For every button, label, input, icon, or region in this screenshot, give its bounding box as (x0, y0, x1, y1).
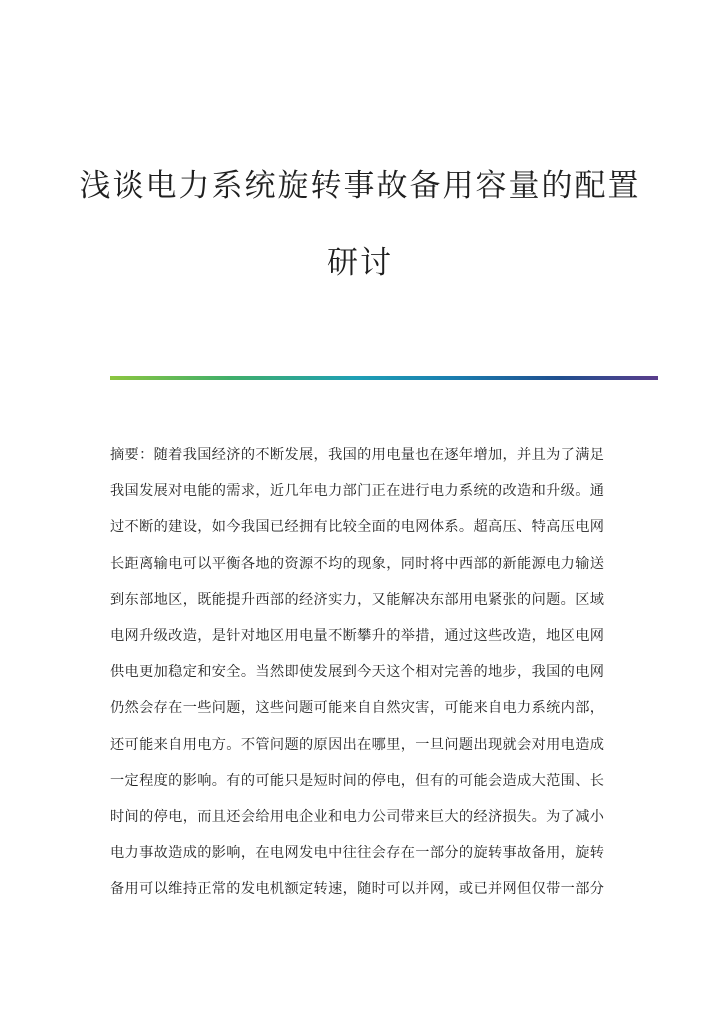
title-divider (110, 376, 658, 380)
abstract-line: 到东部地区，既能提升西部的经济实力，又能解决东部用电紧张的问题。区域 (110, 591, 605, 608)
abstract-line: 摘要：随着我国经济的不断发展，我国的用电量也在逐年增加，并且为了满足 (110, 447, 605, 463)
abstract-line: 电力事故造成的影响，在电网发电中往往会存在一部分的旋转事故备用，旋转 (110, 845, 605, 862)
document-title-line-1: 浅谈电力系统旋转事故备用容量的配置 (79, 168, 641, 204)
abstract-line: 备用可以维持正常的发电机额定转速，随时可以并网，或已并网但仅带一部分 (110, 881, 605, 898)
abstract-line: 时间的停电，而且还会给用电企业和电力公司带来巨大的经济损失。为了减小 (110, 808, 605, 825)
document-title-line-2: 研讨 (327, 245, 393, 281)
abstract-line: 过不断的建设，如今我国已经拥有比较全面的电网体系。超高压、特高压电网 (110, 519, 605, 536)
abstract-line: 长距离输电可以平衡各地的资源不均的现象，同时将中西部的新能源电力输送 (110, 555, 605, 572)
abstract-line: 还可能来自用电方。不管问题的原因出在哪里，一旦问题出现就会对用电造成 (110, 736, 605, 753)
abstract-line: 仍然会存在一些问题，这些问题可能来自自然灾害，可能来自电力系统内部， (110, 700, 605, 717)
abstract-line: 我国发展对电能的需求，近几年电力部门正在进行电力系统的改造和升级。通 (110, 483, 605, 500)
abstract-line: 供电更加稳定和安全。当然即使发展到今天这个相对完善的地步，我国的电网 (110, 664, 605, 681)
abstract-line: 一定程度的影响。有的可能只是短时间的停电，但有的可能会造成大范围、长 (110, 772, 605, 789)
abstract-paragraph (110, 437, 604, 907)
abstract-line: 电网升级改造，是针对地区用电量不断攀升的举措，通过这些改造，地区电网 (110, 627, 605, 644)
